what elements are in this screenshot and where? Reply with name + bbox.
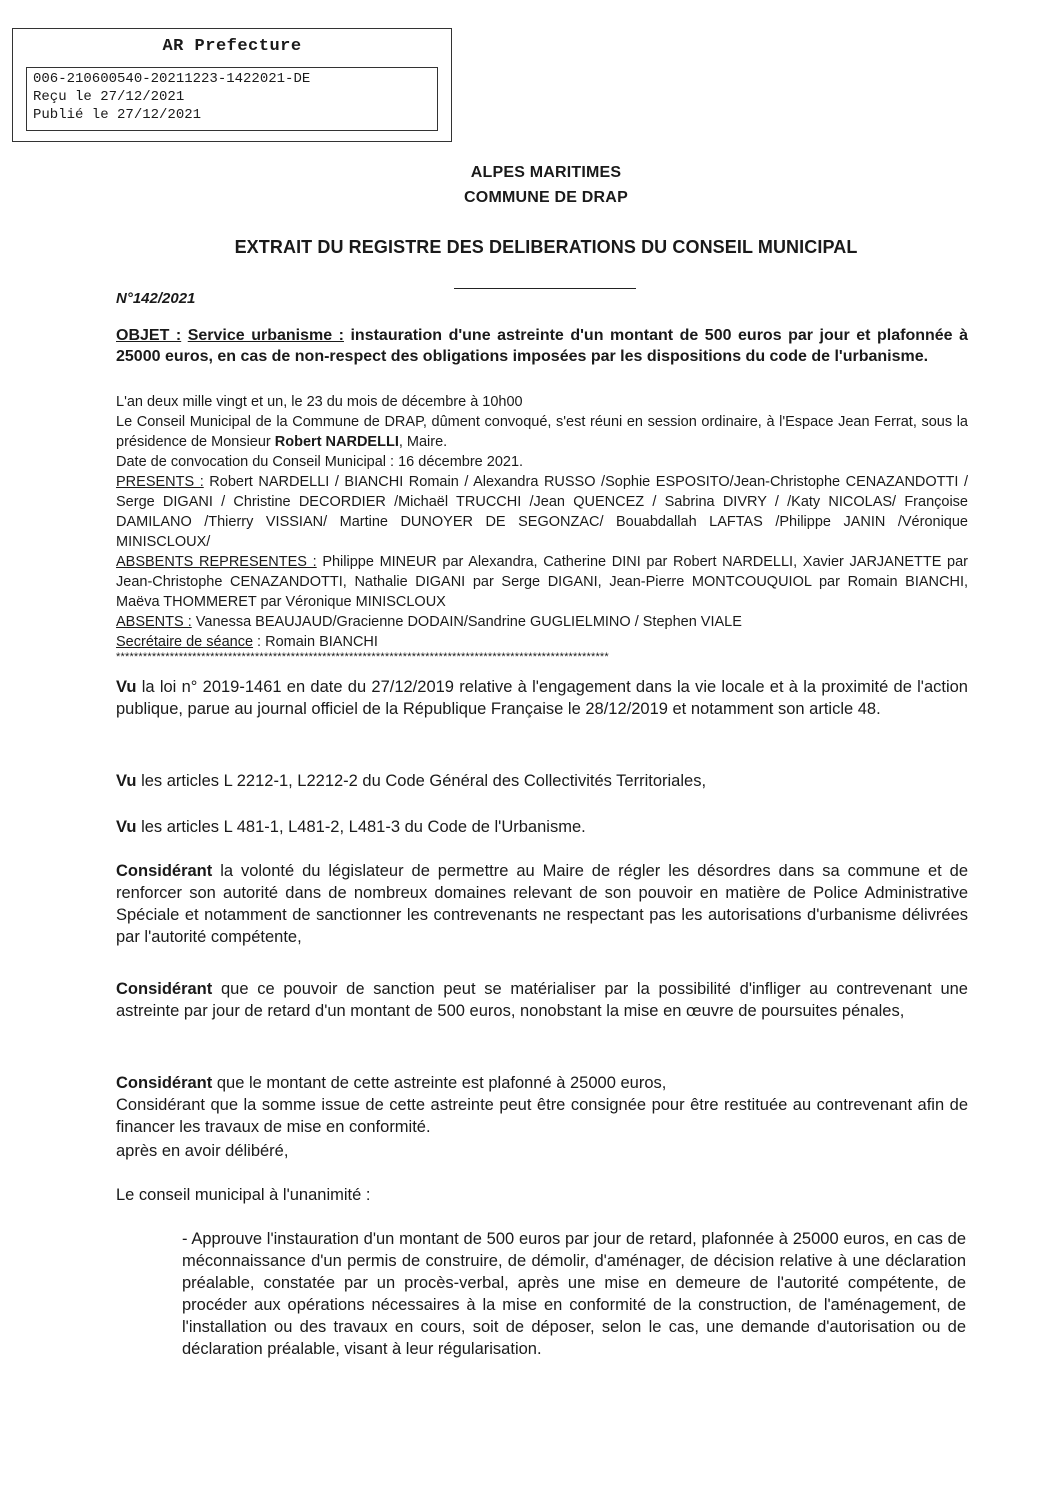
- vu-urbanisme-paragraph: Vu les articles L 481-1, L481-2, L481-3 du Code de l'Urbanisme.: [116, 818, 586, 836]
- represented-list: ABSBENTS REPRESENTES : Philippe MINEUR par Alexandra, Catherine DINI par Robert NARDELLI, Xavier JARJANETTE par Jean-Christophe CENAZANDOTTI, Nathalie DIGANI par Serge DIGANI, Jean-Pierre MONTCOUQUIOL par Romain BIANCHI, Maëva THOMMERET par Véronique MINISCLOUX: [116, 554, 968, 610]
- session-council: Le Conseil Municipal de la Commune de DRAP, dûment convoqué, s'est réuni en session ordinaire, à l'Espace Jean Ferrat, sous la présidence de Monsieur Robert NARDELLI, Maire.: [116, 414, 968, 450]
- stamp-received: Reçu le 27/12/2021: [33, 89, 185, 105]
- secretary-label: Secrétaire de séance: [116, 634, 254, 650]
- vu-cgct-paragraph: Vu les articles L 2212-1, L2212-2 du Code Général des Collectivités Territoriales,: [116, 772, 707, 790]
- presents-list: PRESENTS : Robert NARDELLI / BIANCHI Romain / Alexandra RUSSO /Sophie ESPOSITO/Jean-Christophe CENAZANDOTTI / Serge DIGANI / Christine DECORDIER /Michaël TRUCCHI /Jean QUENCEZ / Sabrina DIVRY / /Katy NICOLAS/ Françoise DAMILANO /Thierry VISSIAN/ Martine DUNOYER DE SEGONZAC/ Bouabdallah LAFTAS /Philippe JANIN /Véronique MINISCLOUX/: [116, 474, 968, 550]
- objet-text: instauration d'une astreinte d'un montant de 500 euros par jour et plafonnée à 25000 euros, en cas de non-respect des obligations imposées par les dispositions du code de l'urbanisme.: [116, 327, 968, 365]
- considerant-2-paragraph: Considérant que ce pouvoir de sanction peut se matérialiser par la possibilité d'infliger au contrevenant une astreinte par jour de retard d'un montant de 500 euros, nonobstant la mise en œuvre de poursuites pénales,: [116, 980, 968, 1020]
- deliberation-number: N°142/2021: [116, 290, 196, 307]
- objet-label: OBJET :: [116, 327, 182, 344]
- decision-paragraph: - Approuve l'instauration d'un montant de 500 euros par jour de retard, plafonnée à 25000 euros, en cas de méconnaissance d'un permis de construire, de démolir, d'aménager, de décision relative à une déclaration préalable, constatée par un procès-verbal, après une mise en demeure de l'autorité compétente, de procéder aux opérations nécessaires à la mise en conformité de la construction, de l'aménagement, de l'installation ou des travaux en cours, soit de déposer, selon le cas, une demande d'autorisation ou de déclaration préalable, visant à leur régularisation.: [182, 1230, 966, 1358]
- document-title: EXTRAIT DU REGISTRE DES DELIBERATIONS DU CONSEIL MUNICIPAL: [234, 237, 858, 257]
- stamp-published: Publié le 27/12/2021: [33, 107, 202, 123]
- convocation-date: Date de convocation du Conseil Municipal : 16 décembre 2021.: [116, 454, 524, 470]
- considerant-3-paragraph: Considérant que le montant de cette astreinte est plafonné à 25000 euros,: [116, 1074, 667, 1092]
- session-date: L'an deux mille vingt et un, le 23 du mois de décembre à 10h00: [116, 394, 523, 410]
- department-heading: ALPES MARITIMES: [470, 164, 622, 181]
- considerant-1-paragraph: Considérant la volonté du législateur de permettre au Maire de régler les désordres dans sa commune et de renforcer son autorité dans de nombreux domaines relevant de son pouvoir en matière de Police Administrative Spéciale et notamment de sanctionner les contrevenants ne respectant pas les autorisations d'urbanisme délivrées par l'autorité compétente,: [116, 862, 968, 946]
- considerant-4-paragraph: Considérant que la somme issue de cette astreinte peut être consignée pour être restituée au contrevenant afin de financer les travaux de mise en conformité.: [116, 1096, 968, 1136]
- presents-label: PRESENTS :: [116, 474, 204, 490]
- objet-service: Service urbanisme :: [187, 327, 344, 344]
- absents-list: ABSENTS : Vanessa BEAUJAUD/Gracienne DODAIN/Sandrine GUGLIELMINO / Stephen VIALE: [116, 614, 742, 630]
- stamp-title: AR Prefecture: [162, 37, 302, 56]
- prefecture-stamp: [12, 28, 452, 142]
- represented-label: ABSBENTS REPRESENTES :: [116, 554, 317, 570]
- after-deliberation: après en avoir délibéré,: [116, 1142, 289, 1160]
- title-divider: [454, 288, 636, 289]
- separator-line: **************************************************************************************************************: [116, 651, 609, 663]
- absents-label: ABSENTS :: [116, 614, 192, 630]
- secretary-line: Secrétaire de séance : Romain BIANCHI: [116, 634, 378, 650]
- council-unanimity: Le conseil municipal à l'unanimité :: [116, 1186, 371, 1204]
- commune-heading: COMMUNE DE DRAP: [464, 189, 628, 206]
- president-name: Robert NARDELLI: [274, 434, 399, 450]
- stamp-reference: 006-210600540-20211223-1422021-DE: [33, 71, 311, 87]
- session-details: [116, 392, 968, 652]
- stamp-details: [26, 67, 438, 131]
- objet-paragraph: [116, 325, 968, 367]
- vu-loi-paragraph: Vu la loi n° 2019-1461 en date du 27/12/2019 relative à l'engagement dans la vie locale et à la proximité de l'action publique, parue au journal officiel de la République Française le 28/12/2019 et notamment son article 48.: [116, 678, 968, 718]
